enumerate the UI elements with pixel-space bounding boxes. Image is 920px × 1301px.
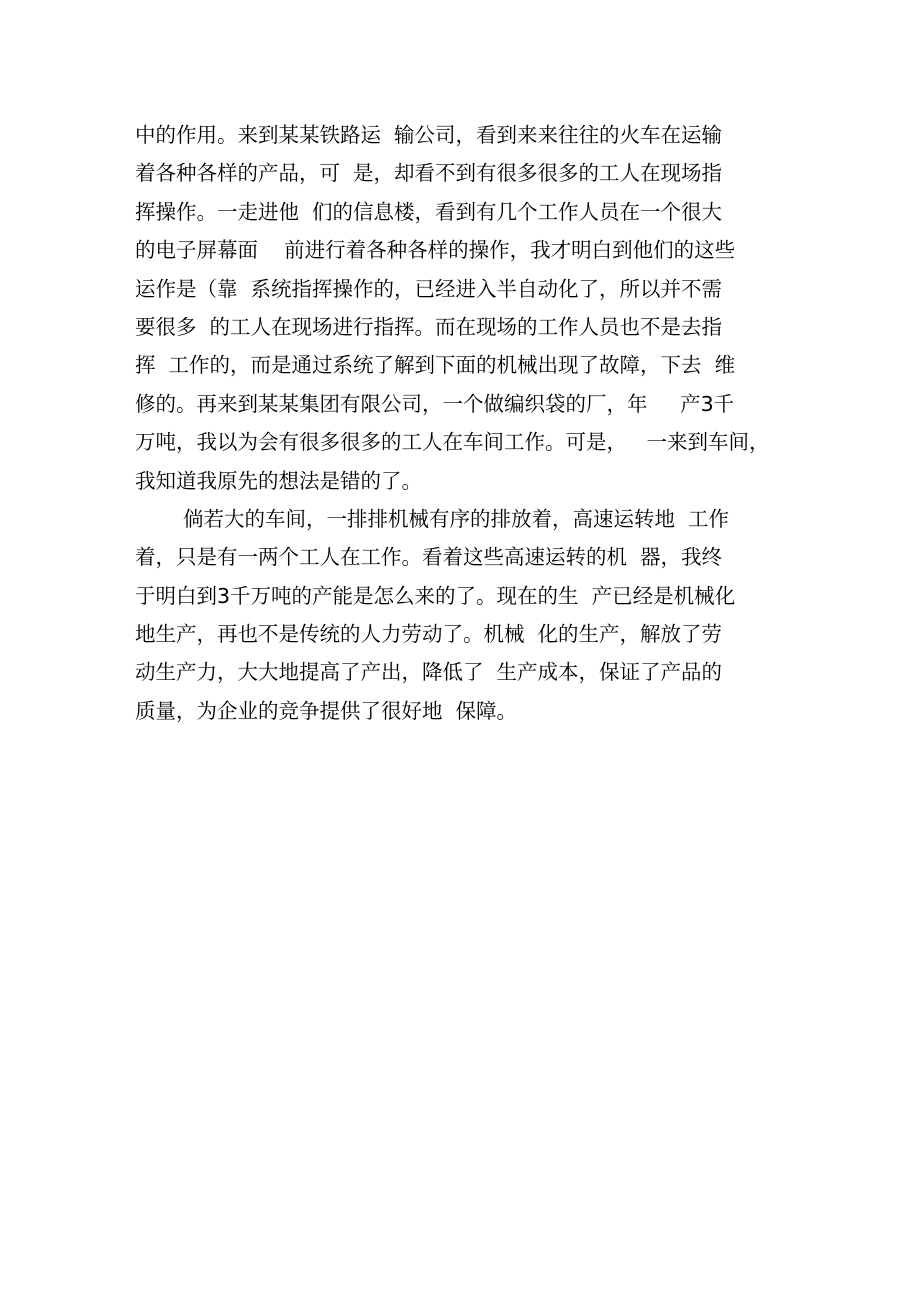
paragraph-1-line-8: 修的。再来到某某集团有限公司，一个做编织袋的厂，年 产3千 xyxy=(135,391,735,416)
paragraph-2-line-4: 地生产，再也不是传统的人力劳动了。机械 化的生产，解放了劳 xyxy=(135,622,723,647)
paragraph-1-line-7: 挥 工作的，而是通过系统了解到下面的机械出现了故障，下去 维 xyxy=(135,353,736,378)
paragraph-2 xyxy=(135,500,805,730)
document-body xyxy=(135,116,805,730)
paragraph-2-line-3: 于明白到3千万吨的产能是怎么来的了。现在的生 产已经是机械化 xyxy=(135,583,736,608)
paragraph-1-line-1: 中的作用。来到某某铁路运 输公司，看到来来往往的火车在运输 xyxy=(135,123,723,147)
paragraph-2-line-2: 着，只是有一两个工人在工作。看着这些高速运转的机 器，我终 xyxy=(135,545,723,570)
paragraph-1-line-5: 运作是（靠 系统指挥操作的，已经进入半自动化了，所以并不需 xyxy=(135,276,723,301)
paragraph-1-line-2: 着各种各样的产品，可 是，却看不到有很多很多的工人在现场指 xyxy=(135,161,723,186)
paragraph-1-line-4: 的电子屏幕面 前进行着各种各样的操作，我才明白到他们的这些 xyxy=(135,238,736,263)
paragraph-2-line-1: 倘若大的车间，一排排机械有序的排放着，高速运转地 工作 xyxy=(183,506,730,531)
paragraph-1-line-10: 我知道我原先的想法是错的了。 xyxy=(135,468,422,493)
paragraph-1-line-6: 要很多 的工人在现场进行指挥。而在现场的工作人员也不是去指 xyxy=(135,314,723,339)
paragraph-1-line-3: 挥操作。一走进他 们的信息楼，看到有几个工作人员在一个很大 xyxy=(135,199,723,224)
paragraph-2-line-5: 动生产力，大大地提高了产出，降低了 生产成本，保证了产品的 xyxy=(135,660,723,685)
paragraph-1 xyxy=(135,116,805,500)
paragraph-2-line-6: 质量，为企业的竞争提供了很好地 保障。 xyxy=(135,698,518,723)
paragraph-1-line-9: 万吨，我以为会有很多很多的工人在车间工作。可是， 一来到车间， xyxy=(135,430,770,455)
